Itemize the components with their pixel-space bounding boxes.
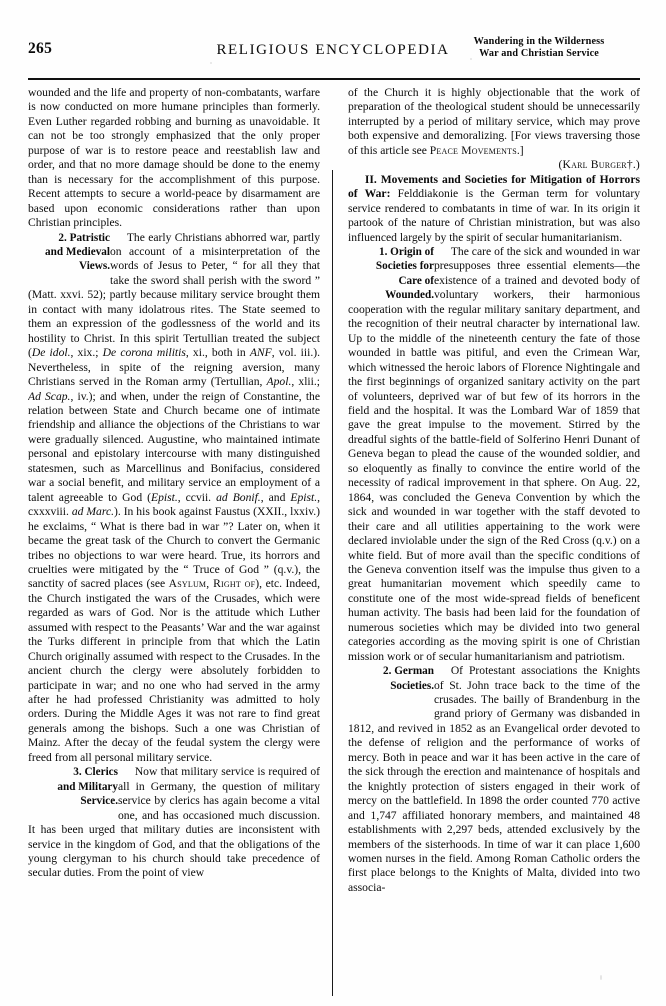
paragraph: The early Christians abhorred war, partly on account of a misinterpretation of the words of Jesus to Peter, “ for all they that take the sword shall perish with the sword ” (Matt. xxvi. 52); partly because military service brought them in contact with many idolatrous rites. The State seemed to them an expression of the godlessness of the world and its hostility to Christ. In this spirit Tertullian treated the subject (De idol., xix.; De corona militis, xi., both in ANF, vol. iii.). Nevertheless, in spite of the reigning aversion, many Christians served in the Roman army (Tertullian, Apol., xlii.; Ad Scap., iv.); and when, under the reign of Constantine, the relation between State and Church became one of intimate friendship and alliance the objections of the Christians to war were gradually silenced. Augustine, who maintained intimate personal and epistolary intercourse with many distinguished statesmen, such as Marcellinus and Bonifacius, considered war a social benefit, and military service an employment of a talent agreeable to God (Epist., ccvii. ad Bonif., and Epist., cxxxviii. ad Marc.). In his book against Faustus (XXII., lxxiv.) he exclaims, “ What is there bad in war ”? Later on, when it became the great task of the Church to convert the Germanic tribes no objections to war were heard. True, its horrors and cruelties were mitigated by the “ Truce of God ” (q.v.), the sanctity of sacred places (see Asylum, Right of), etc. Indeed, the Church instigated the wars of the Crusades, which were regarded as wars of God. Nor is the attitude which Luther assumed with respect to the Peasants’ War and the war against the Turks different in principle from that which the Latin Church originally assumed with respect to the Crusades. In the ancient church the clergy were absolutely forbidden to participate in war; and no one who had served in the army after he had professed Christianity was admitted to holy orders. During the Middle Ages it was not rare to find great generals among the bishops. Such a one was Christian of Mainz. After the decay of the feudal system the clergy were freed from all personal military service. [28,230,320,764]
right-column [348,86,640,895]
citation: ad Bonif. [216,490,261,504]
article-title-line-1: Wandering in the Wilderness [473,36,605,47]
article-running-title [434,36,644,59]
citation: Epist. [290,490,318,504]
paragraph: The care of the sick and wounded in war presupposes three essential elements—the existence of a trained and devoted body of voluntary workers, their harmonious cooperation with the regular military sanitary department, and the recognition of their neutral character by international law. Up to the middle of the nineteenth century the fate of those wounded in battle was pitiful, and even the Crimean War, which witnessed the heroic labors of Florence Nightingale and the first beginnings of organized sanitary activity on the part of volunteers, deprived war of but few of its horrors in the field and the hospital. It was the Lombard War of 1859 that gave the great impulse to the movement. Stirred by the dreadful sights of the battle-field of Solferino Henri Dunant of Geneva began to plead the cause of the wounded soldier, and so eloquently as finally to convince the entire world of the necessity of radical improvement in that sphere. On Aug. 22, 1864, was concluded the Geneva Convention by which the sick and wounded in war together with the staff devoted to their care and all utilities appertaining to the work were declared inviolable under the sign of the Red Cross (q.v.) on a white field. But of more avail than the specific conditions of the Geneva convention itself was the impulse thus given to a great humanitarian movement which speedily came to constitute one of the most wide-spread fields of beneficent human activity. The basis had been laid for the foundation of numerous societies which may be divided into two general categories according as the moving spirit is one of Christian mission work or of secular humanitarianism and patriotism. [348,244,640,663]
sidenote-german-societies: 2. German Societies. [383,665,434,692]
sidenote-patristic-views: 2. Patristic and Medieval Views. [45,231,110,273]
scan-speck [600,975,602,980]
left-column [28,86,320,881]
paragraph: Of Protestant associations the Knights of St. John trace back to the time of the crusades. The bailly of Brandenburg in the grand priory of Germany was disbanded in 1812, and revived in 1852 as an Evangelical order devoted to the defense of religion and the performance of works of mercy. Both in peace and war it has been active in the care of the sick through the erection and maintenance of hospitals and the knightly protection of sisters engaged in their work of mercy on the battlefield. In 1898 the order counted 770 active and 1,747 affiliated honorary members, and maintained 48 establishments with 2,297 beds, attended exclusively by the members of the sisterhoods. In time of war it can place 1,600 women nurses in the field. Among Roman Catholic orders the first place belongs to the Knights of Malta, divided into two associa- [348,664,640,894]
page-number: 265 [28,40,53,57]
cross-reference-peace-movements: Peace Movements [429,143,517,157]
header-rule [28,78,640,80]
scan-speck [470,58,472,60]
citation: ad Marc. [71,505,114,519]
citation: Epist. [151,490,178,504]
sidenote-clerics-military-service: 3. Clerics and Military Service. [57,766,118,808]
author-signature: (Karl Burger†.) [558,158,640,172]
citation: De corona militis [102,346,186,360]
paragraph-with-sidenote [28,765,320,881]
paragraph: wounded and the life and property of non-combatants, warfare is now conducted on more humane principles than formerly. Even Luther regarded robbing and burning as unavoidable. It can not be too strongly emphasized that the only proper purpose of war is to restore peace and reestablish law and order, and that no more damage should be done to the enemy than is necessary for the accomplishment of this purpose. Recent attempts to secure a world-peace by disarmament are based upon economic considerations rather than upon Christian principles. [28,86,320,230]
paragraph: II. Movements and Societies for Mitigation of Horrors of War: Felddiakonie is the German term for voluntary service rendered to combatants in time of war. In its origin it partook of the nature of Christian ministration, but was also influenced largely by the spirit of secular humanitarianism. [348,172,640,244]
paragraph-with-sidenote [348,245,640,664]
column-divider [332,170,333,996]
sidenote-origin-of-societies: 1. Origin of Societies for Care of Wounded. [375,245,434,302]
citation: Ad Scap. [28,389,71,403]
section-heading: II. Movements and Societies for Mitigation of Horrors of War: [348,172,640,201]
article-title-line-2: War and Christian Service [479,47,599,59]
paragraph: of the Church it is highly objectionable that the work of preparation of the theological student should be unnecessarily interrupted by a period of military service, which may prove both expensive and demoralizing. [For views traversing those of this article see Peace Movements.] [348,86,640,157]
citation: De idol. [31,346,71,360]
book-title: RELIGIOUS ENCYCLOPEDIA [216,42,450,58]
scan-speck [210,62,212,64]
cross-reference-asylum: Asylum, Right of [168,577,256,591]
paragraph-with-sidenote [28,231,320,766]
running-head [0,36,666,74]
citation: ANF [249,346,272,360]
citation: Apol. [266,375,292,389]
paragraph: Now that military service is required of all in Germany, the question of military service by clerics has again become a vital one, and has occasioned much discussion. It has been urged that military duties are inconsistent with service in the kingdom of God, and that the obligations of the young clergyman to his church should take precedence of secular duties. From the point of view [28,765,320,880]
paragraph-with-sidenote [348,664,640,895]
